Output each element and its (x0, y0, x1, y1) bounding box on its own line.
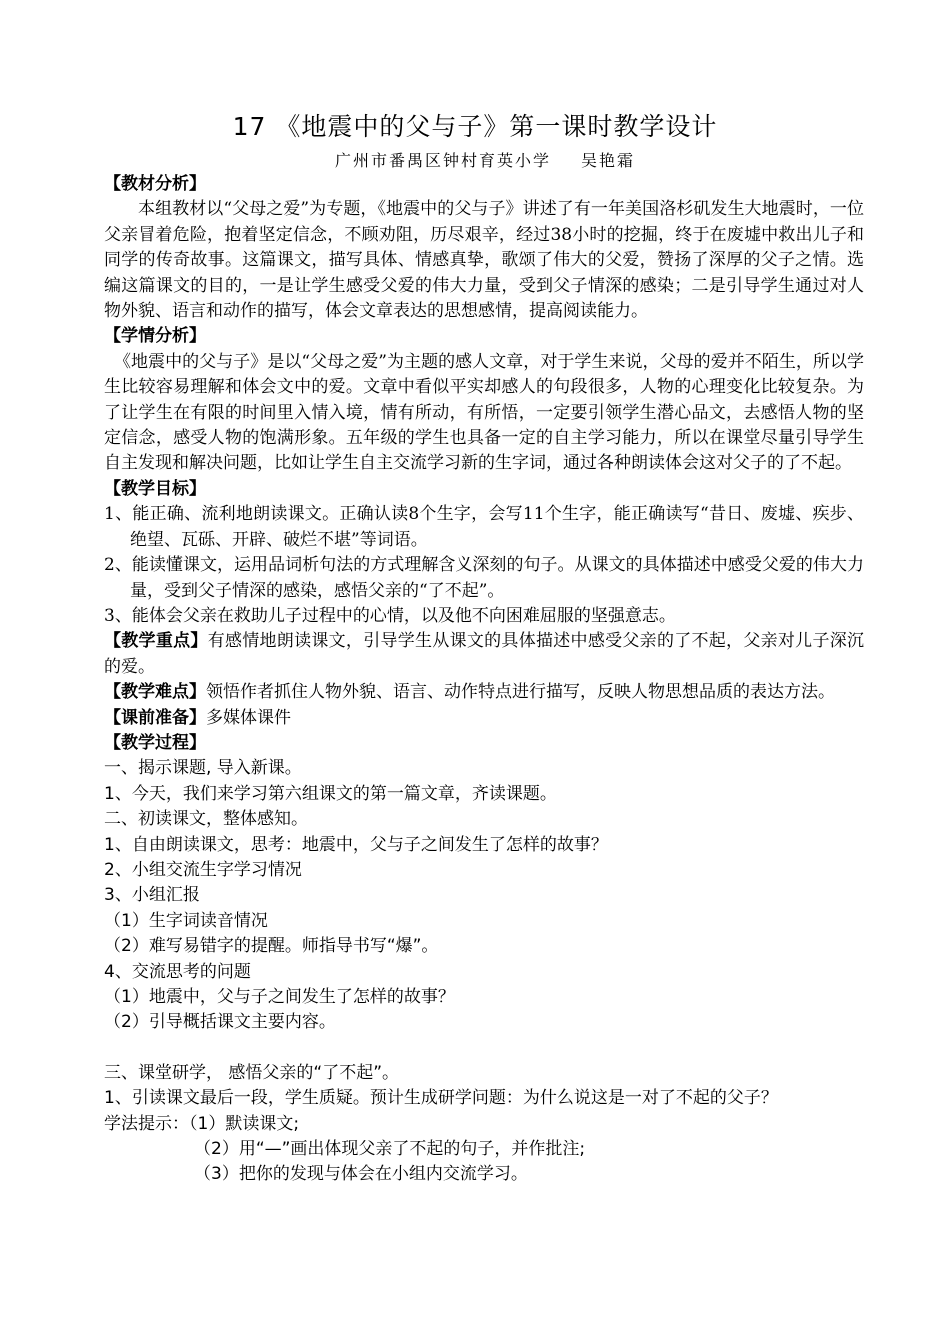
study-tip-item: （3）把你的发现与体会在小组内交流学习。 (194, 1164, 528, 1185)
materials-paragraph: 本组教材以“父母之爱”为专题，《地震中的父与子》讲述了有一年美国洛杉矶发生大地震时，一位父亲冒着危险，抱着坚定信念，不顾劝阻，历尽艰辛，经过38小时的挖掘，终于在废墟中救出儿子和同学的传奇故事。这篇课文，描写具体、情感真挚，歌颂了伟大的父爱，赞扬了深厚的父子之情。选编这篇课文的目的，一是让学生感受父爱的伟大力量，受到父子情深的感染；二是引导学生通过对人物外貌、语言和动作的描写，体会文章表达的思想感情，提高阅读能力。 (104, 199, 864, 322)
goal-item: 1、能正确、流利地朗读课文。正确认读8个生字，会写11个生字，能正确读写“昔日、废墟、疾步、绝望、瓦砾、开辟、破烂不堪”等词语。 (104, 504, 864, 550)
section-heading-prep: 【课前准备】 (104, 707, 206, 728)
section-heading-materials: 【教材分析】 (104, 174, 206, 194)
process-item: 1、引读课文最后一段，学生质疑。预计生成研学问题：为什么说这是一对了不起的父子？ (104, 1088, 778, 1109)
section-heading-difficulty: 【教学难点】 (104, 682, 206, 703)
preparation (104, 706, 864, 731)
process-step: 三、课堂研学， 感悟父亲的“了不起”。 (104, 1062, 400, 1083)
process-subitem: （1）生字词读音情况 (104, 910, 268, 931)
difficulty-text: 领悟作者抓住人物外貌、语言、动作特点进行描写，反映人物思想品质的表达方法。 (206, 682, 835, 703)
process-subitem: （2）难写易错字的提醒。师指导书写“爆”。 (104, 936, 439, 957)
author-line (0, 148, 950, 171)
document-title: 17 《地震中的父与子》第一课时教学设计 (232, 112, 718, 141)
key-text: 有感情地朗读课文，引导学生从课文的具体描述中感受父亲的了不起，父亲对儿子深沉的爱。 (104, 631, 865, 677)
study-tip-item: （2）用“—”画出体现父亲了不起的句子，并作批注; (194, 1139, 586, 1160)
prep-text: 多媒体课件 (206, 707, 291, 728)
process-item: 3、小组汇报 (104, 885, 200, 906)
goal-item: 3、能体会父亲在救助儿子过程中的心情，以及他不向困难屈服的坚强意志。 (104, 605, 676, 626)
goal-item: 2、能读懂课文，运用品词析句法的方式理解含义深刻的句子。从课文的具体描述中感受父爱的伟大力量，受到父子情深的感染，感悟父亲的“了不起”。 (104, 555, 864, 601)
process-step: 二、初读课文，整体感知。 (104, 809, 308, 830)
process-item: 1、今天，我们来学习第六组课文的第一篇文章，齐读课题。 (104, 783, 557, 804)
document-body (104, 172, 864, 1188)
key-points (104, 629, 864, 680)
process-item: 4、交流思考的问题 (104, 961, 251, 982)
process-item: 2、小组交流生字学习情况 (104, 859, 302, 880)
blank-line (104, 1036, 864, 1061)
process-subitem: （1）地震中，父与子之间发生了怎样的故事？ (104, 987, 455, 1007)
section-heading-key: 【教学重点】 (104, 631, 208, 652)
study-tip-label: 学法提示： (104, 1113, 189, 1134)
author-school: 广州市番禺区钟村育英小学 (334, 151, 551, 170)
section-heading-process: 【教学过程】 (104, 732, 206, 753)
section-heading-students: 【学情分析】 (104, 326, 206, 347)
study-tip-item: （1）默读课文; (189, 1113, 300, 1134)
difficulty-points (104, 680, 864, 705)
students-paragraph: 《地震中的父与子》是以“父母之爱”为主题的感人文章，对于学生来说，父母的爱并不陌生，所以学生比较容易理解和体会文中的爱。文章中看似平实却感人的句段很多，人物的心理变化比较复杂。为了让学生在有限的时间里入情入境，情有所动，有所悟，一定要引领学生潜心品文，去感悟人物的坚定信念，感受人物的饱满形象。五年级的学生也具备一定的自主学习能力，所以在课堂尽量引导学生自主发现和解决问题，比如让学生自主交流学习新的生字词，通过各种朗读体会这对父子的了不起。 (104, 351, 864, 474)
study-tip (104, 1112, 864, 1137)
process-step: 一、揭示课题, 导入新课。 (104, 758, 302, 779)
process-item: 1、自由朗读课文，思考：地震中，父与子之间发生了怎样的故事？ (104, 834, 608, 855)
author-name: 吴艳霜 (581, 151, 636, 170)
process-subitem: （2）引导概括课文主要内容。 (104, 1012, 336, 1033)
section-heading-goals: 【教学目标】 (104, 478, 206, 499)
